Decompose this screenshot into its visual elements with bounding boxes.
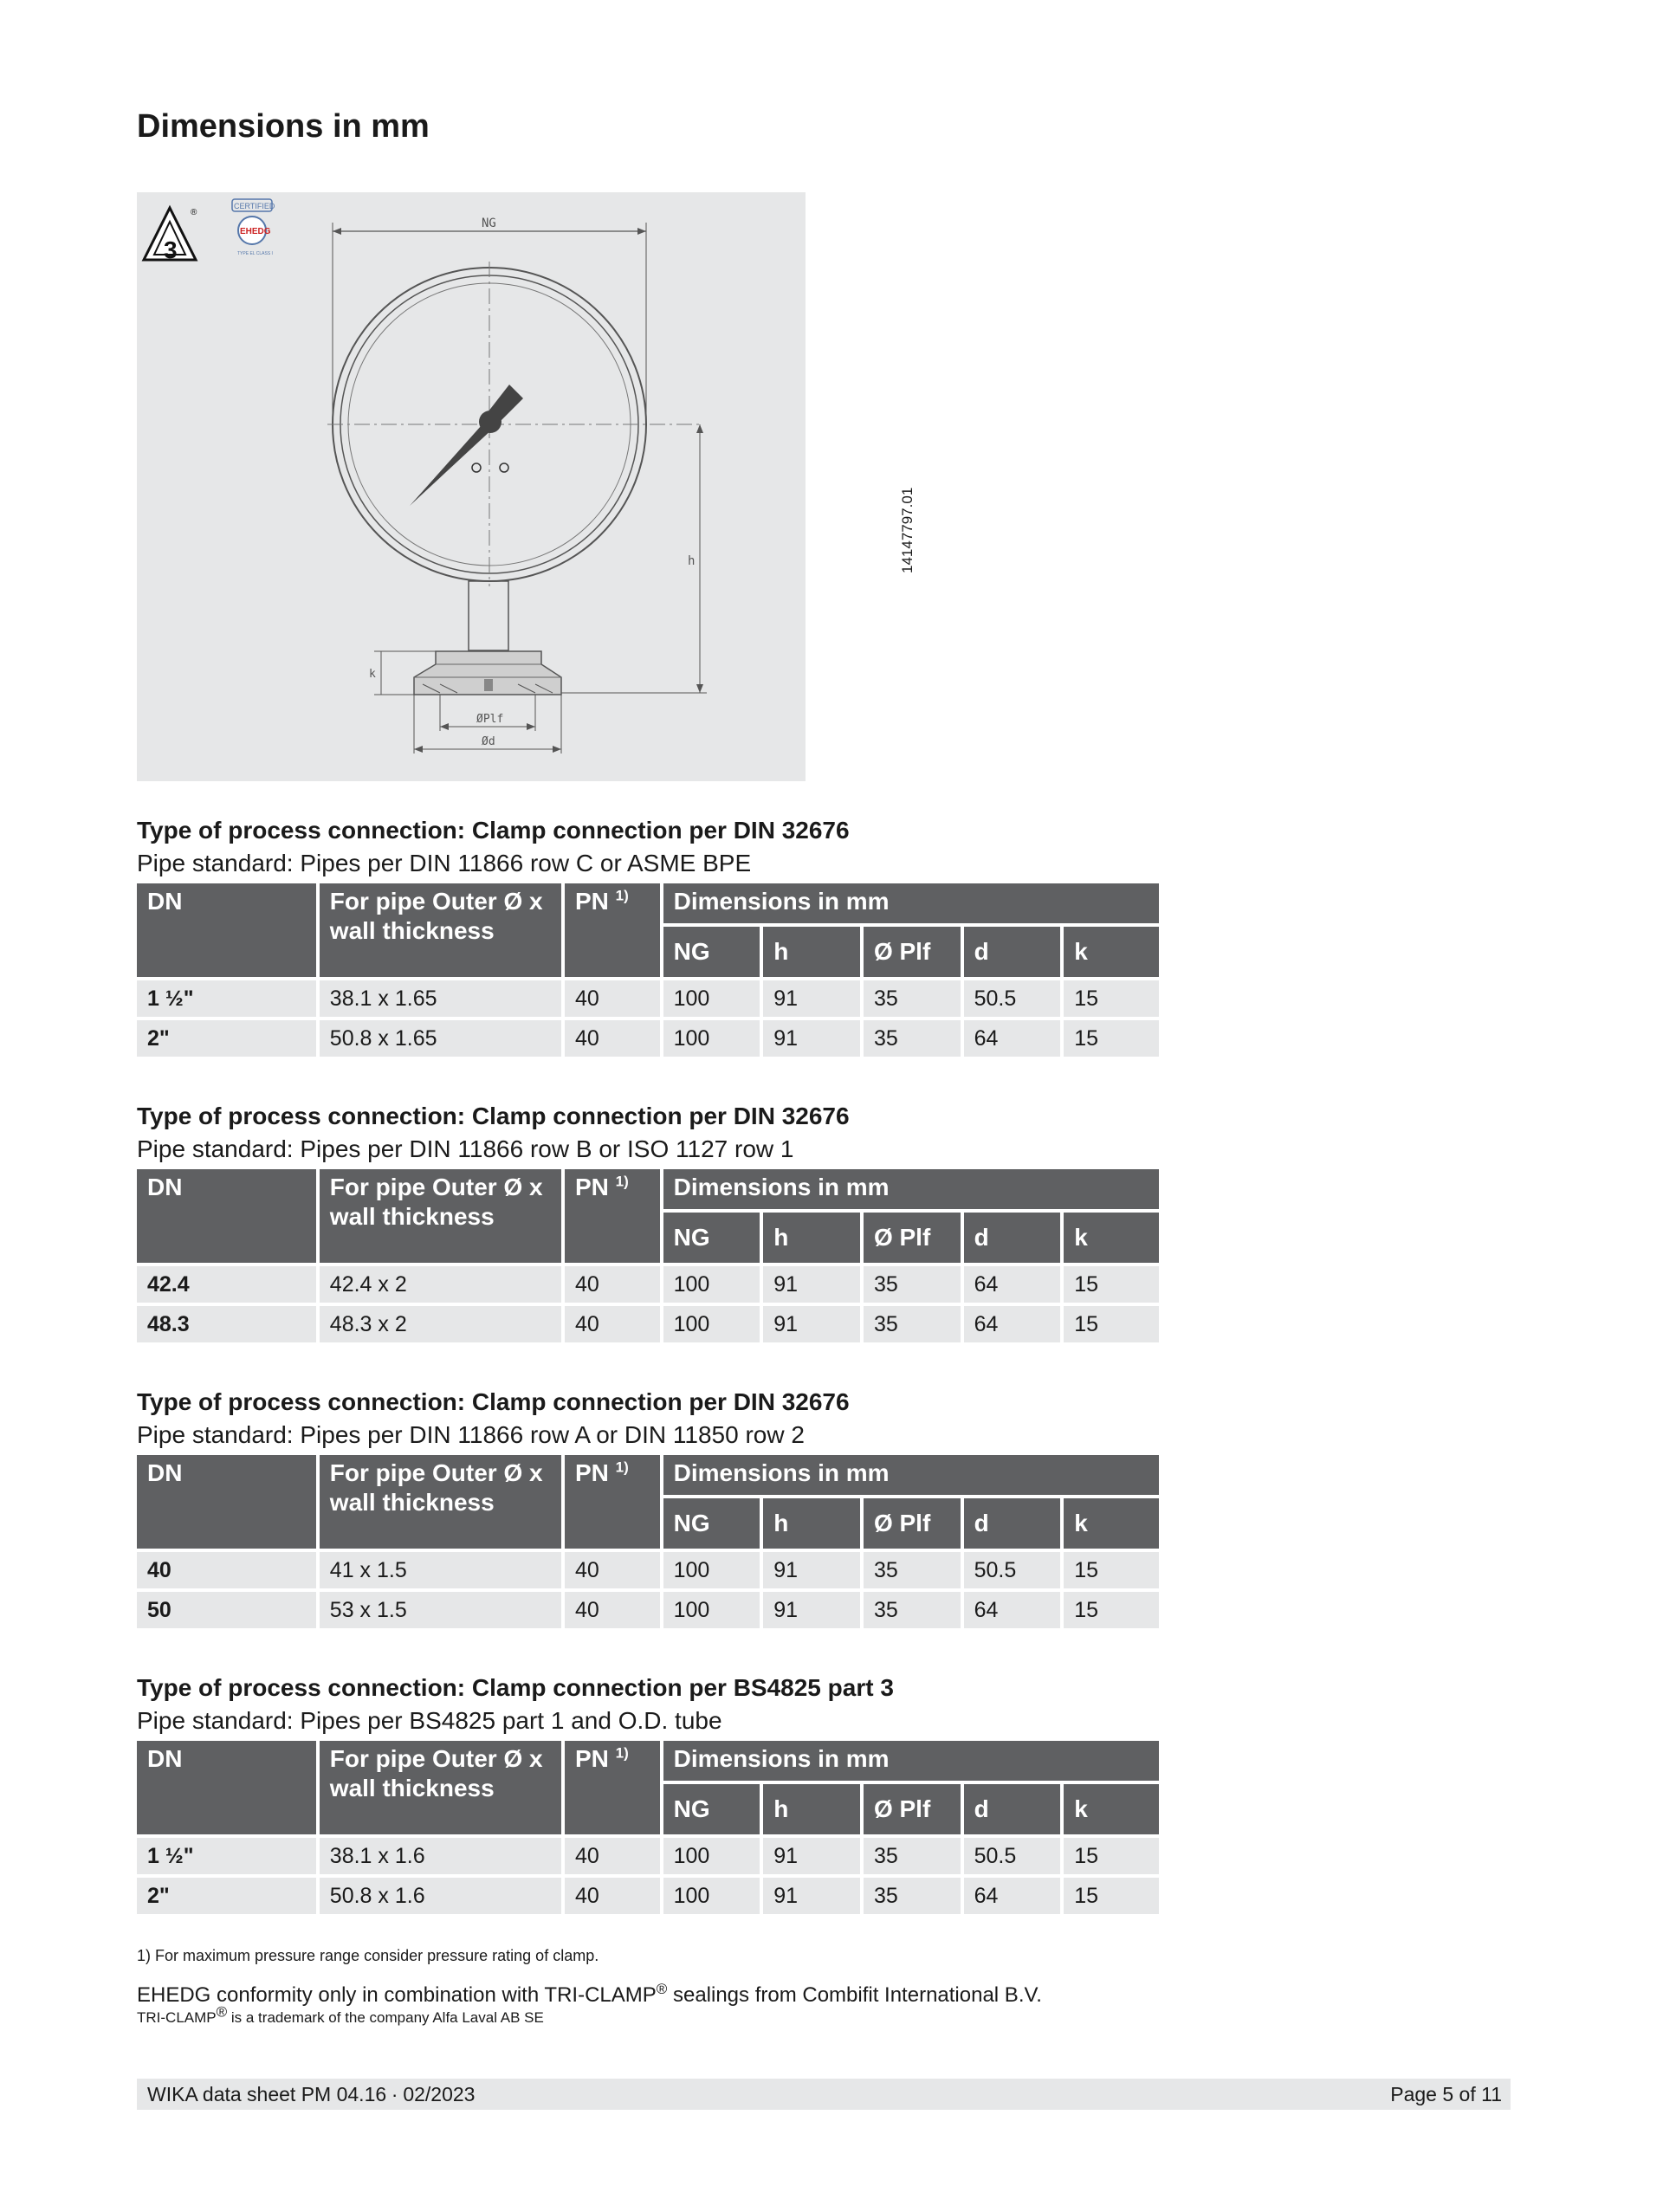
dimension-drawing <box>137 192 916 781</box>
table-cell: 15 <box>1064 1020 1159 1057</box>
connection-section <box>137 814 1159 1060</box>
table-row <box>137 1306 1159 1342</box>
header-for-pipe: For pipe Outer Ø x wall thickness <box>320 1169 561 1263</box>
table-cell: 100 <box>663 980 760 1017</box>
dimensions-table <box>133 1452 1162 1632</box>
section-subtitle: Pipe standard: Pipes per DIN 11866 row B or ISO 1127 row 1 <box>137 1135 794 1162</box>
header-dn: DN <box>137 1455 316 1549</box>
table-cell: 91 <box>763 1592 860 1628</box>
table-cell: 42.4 <box>137 1266 316 1303</box>
section-title: Type of process connection: Clamp connection per DIN 32676 <box>137 1388 850 1415</box>
table-cell: 1 ½" <box>137 980 316 1017</box>
table-cell: 100 <box>663 1306 760 1342</box>
d-dimension-label: Ød <box>482 735 495 748</box>
table-cell: 48.3 <box>137 1306 316 1342</box>
table-cell: 100 <box>663 1552 760 1588</box>
footer-page-number: Page 5 of 11 <box>1390 2083 1502 2105</box>
header-h: h <box>763 1213 860 1263</box>
header-dimensions: Dimensions in mm <box>663 1455 1159 1495</box>
dimensions-table <box>133 880 1162 1060</box>
drawing-number: 14147797.01 <box>899 487 916 573</box>
table-cell: 15 <box>1064 1592 1159 1628</box>
header-plf: Ø Plf <box>864 1213 961 1263</box>
table-cell: 35 <box>864 1838 961 1874</box>
table-cell: 40 <box>565 1592 660 1628</box>
table-cell: 64 <box>964 1878 1061 1914</box>
table-cell: 15 <box>1064 1552 1159 1588</box>
table-cell: 41 x 1.5 <box>320 1552 561 1588</box>
header-dimensions: Dimensions in mm <box>663 1741 1159 1781</box>
header-pn: PN $^{1)}$ <box>565 1169 660 1263</box>
header-ng: NG <box>663 1213 760 1263</box>
header-k: k <box>1064 1498 1159 1549</box>
pn-footnote-marker: 1) <box>615 1173 629 1190</box>
svg-text:TYPE EL CLASS I: TYPE EL CLASS I <box>237 251 273 256</box>
header-dn: DN <box>137 883 316 977</box>
table-cell: 100 <box>663 1592 760 1628</box>
table-cell: 64 <box>964 1020 1061 1057</box>
table-cell: 15 <box>1064 1306 1159 1342</box>
table-cell: 15 <box>1064 1838 1159 1874</box>
table-row <box>137 980 1159 1017</box>
section-title: Type of process connection: Clamp connection per DIN 32676 <box>137 1103 850 1129</box>
section-title: Type of process connection: Clamp connection per DIN 32676 <box>137 817 850 844</box>
table-cell: 50.5 <box>964 1838 1061 1874</box>
table-cell: 35 <box>864 1592 961 1628</box>
h-dimension-label: h <box>688 554 696 568</box>
table-cell: 64 <box>964 1592 1061 1628</box>
header-dimensions: Dimensions in mm <box>663 1169 1159 1209</box>
table-cell: 91 <box>763 1878 860 1914</box>
table-cell: 50.5 <box>964 1552 1061 1588</box>
svg-text:®: ® <box>191 208 197 217</box>
table-cell: 35 <box>864 1020 961 1057</box>
header-h: h <box>763 1498 860 1549</box>
pn-footnote-marker: 1) <box>615 1744 629 1762</box>
connection-section <box>137 1100 1159 1346</box>
header-plf: Ø Plf <box>864 1498 961 1549</box>
table-cell: 35 <box>864 1878 961 1914</box>
connection-section <box>137 1672 1159 1918</box>
table-cell: 40 <box>565 1266 660 1303</box>
table-cell: 35 <box>864 1306 961 1342</box>
section-subtitle: Pipe standard: Pipes per BS4825 part 1 and O.D. tube <box>137 1707 722 1734</box>
header-pn: PN $^{1)}$ <box>565 1455 660 1549</box>
pn-footnote-marker: 1) <box>615 1458 629 1476</box>
table-cell: 50.8 x 1.6 <box>320 1878 561 1914</box>
table-cell: 15 <box>1064 1878 1159 1914</box>
table-row <box>137 1592 1159 1628</box>
k-dimension-label: k <box>369 668 376 681</box>
header-pn: PN $^{1)}$ <box>565 1741 660 1834</box>
table-cell: 100 <box>663 1020 760 1057</box>
plf-dimension-label: ØPlf <box>476 713 504 726</box>
section-subtitle: Pipe standard: Pipes per DIN 11866 row C or ASME BPE <box>137 850 752 876</box>
dimensions-table <box>133 1166 1162 1346</box>
table-row <box>137 1266 1159 1303</box>
dimensions-table <box>133 1737 1162 1918</box>
table-cell: 91 <box>763 1552 860 1588</box>
ehedg-conformity-note: EHEDG conformity only in combination with TRI-CLAMP® sealings from Combifit International B.V. <box>137 1981 1042 2007</box>
3a-logo-number: 3 <box>164 236 178 263</box>
ehedg-certified-badge <box>232 199 275 256</box>
header-for-pipe: For pipe Outer Ø x wall thickness <box>320 1741 561 1834</box>
header-d: d <box>964 1213 1061 1263</box>
header-for-pipe: For pipe Outer Ø x wall thickness <box>320 883 561 977</box>
table-cell: 50 <box>137 1592 316 1628</box>
header-plf: Ø Plf <box>864 1784 961 1834</box>
header-ng: NG <box>663 1784 760 1834</box>
table-cell: 100 <box>663 1878 760 1914</box>
trademark-note: TRI-CLAMP® is a trademark of the company Alfa Laval AB SE <box>137 2003 544 2026</box>
table-cell: 64 <box>964 1266 1061 1303</box>
table-cell: 50.8 x 1.65 <box>320 1020 561 1057</box>
header-k: k <box>1064 1784 1159 1834</box>
table-cell: 1 ½" <box>137 1838 316 1874</box>
table-cell: 40 <box>565 1878 660 1914</box>
header-ng: NG <box>663 927 760 977</box>
header-h: h <box>763 1784 860 1834</box>
header-dn: DN <box>137 1741 316 1834</box>
table-cell: 64 <box>964 1306 1061 1342</box>
footnote: 1) For maximum pressure range consider pressure rating of clamp. <box>137 1947 599 1964</box>
table-cell: 40 <box>565 980 660 1017</box>
table-cell: 40 <box>565 1020 660 1057</box>
header-k: k <box>1064 1213 1159 1263</box>
table-cell: 2" <box>137 1878 316 1914</box>
gauge-drawing <box>137 192 806 781</box>
table-cell: 50.5 <box>964 980 1061 1017</box>
connection-section <box>137 1386 1159 1632</box>
header-d: d <box>964 1784 1061 1834</box>
page-footer <box>137 2079 1511 2110</box>
table-cell: 53 x 1.5 <box>320 1592 561 1628</box>
table-row <box>137 1020 1159 1057</box>
table-cell: 15 <box>1064 980 1159 1017</box>
table-cell: 40 <box>565 1838 660 1874</box>
section-subtitle: Pipe standard: Pipes per DIN 11866 row A or DIN 11850 row 2 <box>137 1421 805 1448</box>
svg-text:EHEDG: EHEDG <box>240 227 271 236</box>
table-cell: 91 <box>763 1306 860 1342</box>
header-d: d <box>964 927 1061 977</box>
table-cell: 35 <box>864 1552 961 1588</box>
table-cell: 48.3 x 2 <box>320 1306 561 1342</box>
header-dimensions: Dimensions in mm <box>663 883 1159 923</box>
header-pn: PN $^{1)}$ <box>565 883 660 977</box>
page-title: Dimensions in mm <box>137 108 430 145</box>
table-cell: 91 <box>763 980 860 1017</box>
table-cell: 91 <box>763 1020 860 1057</box>
table-cell: 15 <box>1064 1266 1159 1303</box>
table-cell: 40 <box>565 1306 660 1342</box>
section-title: Type of process connection: Clamp connection per BS4825 part 3 <box>137 1674 894 1701</box>
pn-footnote-marker: 1) <box>615 887 629 904</box>
table-cell: 91 <box>763 1838 860 1874</box>
header-dn: DN <box>137 1169 316 1263</box>
header-plf: Ø Plf <box>864 927 961 977</box>
table-cell: 38.1 x 1.65 <box>320 980 561 1017</box>
table-cell: 42.4 x 2 <box>320 1266 561 1303</box>
table-cell: 91 <box>763 1266 860 1303</box>
header-k: k <box>1064 927 1159 977</box>
table-row <box>137 1878 1159 1914</box>
table-cell: 2" <box>137 1020 316 1057</box>
svg-text:CERTIFIED: CERTIFIED <box>234 202 275 210</box>
table-cell: 40 <box>565 1552 660 1588</box>
3a-logo <box>144 208 197 263</box>
table-cell: 38.1 x 1.6 <box>320 1838 561 1874</box>
table-row <box>137 1552 1159 1588</box>
table-cell: 100 <box>663 1838 760 1874</box>
header-for-pipe: For pipe Outer Ø x wall thickness <box>320 1455 561 1549</box>
table-cell: 40 <box>137 1552 316 1588</box>
ng-dimension-label: NG <box>482 217 496 230</box>
header-h: h <box>763 927 860 977</box>
header-d: d <box>964 1498 1061 1549</box>
footer-document-id: WIKA data sheet PM 04.16 ∙ 02/2023 <box>147 2083 476 2105</box>
header-ng: NG <box>663 1498 760 1549</box>
table-cell: 35 <box>864 1266 961 1303</box>
table-row <box>137 1838 1159 1874</box>
table-cell: 35 <box>864 980 961 1017</box>
table-cell: 100 <box>663 1266 760 1303</box>
